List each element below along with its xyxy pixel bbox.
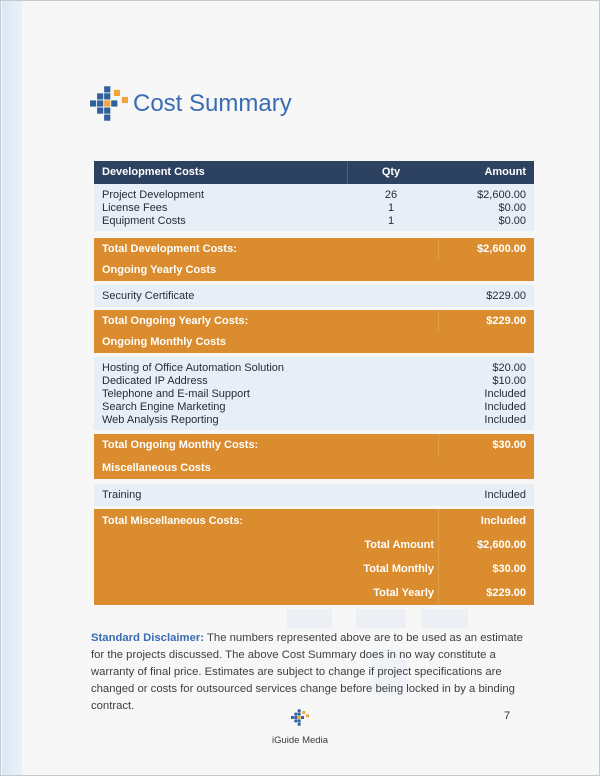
total-row <box>94 509 534 533</box>
total-label: Total Ongoing Yearly Costs: <box>102 314 249 327</box>
item-amount: $20.00 <box>492 361 526 374</box>
total-amount: $229.00 <box>486 314 526 327</box>
table-row <box>102 413 526 426</box>
total-label: Total Ongoing Monthly Costs: <box>102 439 259 452</box>
item-name: Hosting of Office Automation Solution <box>102 361 285 374</box>
item-amount: $10.00 <box>492 374 526 387</box>
total-label: Total Yearly <box>373 587 434 599</box>
total-label: Total Miscellaneous Costs: <box>102 515 243 527</box>
total-row <box>94 434 534 457</box>
total-row <box>94 238 534 260</box>
total-label: Total Amount <box>364 539 434 551</box>
iguide-logo-icon <box>90 86 128 126</box>
page-title: Cost Summary <box>133 90 292 117</box>
grand-totals-band <box>94 509 534 605</box>
item-amount: $0.00 <box>498 214 526 227</box>
ghost-cell <box>421 609 468 628</box>
item-name: Web Analysis Reporting <box>102 413 219 426</box>
total-label: Total Development Costs: <box>102 242 237 255</box>
disclaimer-label: Standard Disclaimer: <box>91 632 205 644</box>
total-row <box>94 557 534 581</box>
item-amount: $2,600.00 <box>477 188 526 201</box>
item-qty: 1 <box>387 201 395 214</box>
total-row <box>94 533 534 557</box>
total-row <box>94 581 534 605</box>
total-development-band <box>94 238 534 281</box>
table-row <box>102 188 526 201</box>
section-label: Miscellaneous Costs <box>102 461 211 474</box>
iguide-logo-small-icon <box>291 709 309 731</box>
item-amount: Included <box>484 387 526 400</box>
table-row <box>94 484 534 506</box>
page-left-accent-strip <box>2 1 22 775</box>
item-qty: 26 <box>384 188 398 201</box>
table-row <box>102 400 526 413</box>
item-amount: $229.00 <box>486 290 526 302</box>
item-name: Search Engine Marketing <box>102 400 226 413</box>
monthly-items-block <box>94 357 534 430</box>
item-amount: Included <box>484 400 526 413</box>
item-name: Telephone and E-mail Support <box>102 387 250 400</box>
table-row <box>102 374 526 387</box>
item-name: License Fees <box>102 201 168 214</box>
table-row <box>102 214 526 227</box>
total-label: Total Monthly <box>363 563 434 575</box>
development-items-block <box>94 184 534 231</box>
item-amount: $0.00 <box>498 201 526 214</box>
footer-brand-name: iGuide Media <box>272 735 328 746</box>
total-yearly-band <box>94 310 534 353</box>
total-monthly-band <box>94 434 534 479</box>
column-header-item: Development Costs <box>102 166 205 178</box>
total-amount: $2,600.00 <box>477 242 526 255</box>
cost-summary-table <box>94 161 534 605</box>
total-amount: $30.00 <box>492 439 526 452</box>
item-amount: Included <box>484 413 526 426</box>
total-row <box>94 310 534 332</box>
disclaimer-text: The numbers represented above are to be used as an estimate for the projects discussed. The above Cost Summary does in no way constitute a warranty of final price. Estimates are subject to change if project specifications are changed or costs for outsourced services change before being locked in by a binding contract. <box>91 632 523 712</box>
table-row <box>102 387 526 400</box>
column-header-qty: Qty <box>347 161 434 184</box>
column-header-amount: Amount <box>484 166 526 178</box>
section-header-row <box>94 332 534 354</box>
disclaimer-paragraph <box>91 630 537 715</box>
total-amount: Included <box>480 515 526 527</box>
table-row <box>102 361 526 374</box>
total-amount: $30.00 <box>492 563 526 575</box>
section-header-row <box>94 260 534 282</box>
total-amount: $2,600.00 <box>477 539 526 551</box>
item-qty: 1 <box>387 214 395 227</box>
item-name: Equipment Costs <box>102 214 186 227</box>
item-name: Dedicated IP Address <box>102 374 208 387</box>
page-number: 7 <box>504 710 511 722</box>
total-amount: $229.00 <box>486 587 526 599</box>
table-row <box>94 285 534 307</box>
section-label: Ongoing Monthly Costs <box>102 336 227 349</box>
section-label: Ongoing Yearly Costs <box>102 264 217 277</box>
item-name: Training <box>102 489 142 501</box>
section-header-row <box>94 457 534 480</box>
item-name: Project Development <box>102 188 205 201</box>
table-header-row <box>94 161 534 184</box>
ghost-cell <box>356 609 406 628</box>
item-amount: Included <box>484 489 526 501</box>
ghost-cell <box>287 609 332 628</box>
item-name: Security Certificate <box>102 290 195 302</box>
table-row <box>102 201 526 214</box>
